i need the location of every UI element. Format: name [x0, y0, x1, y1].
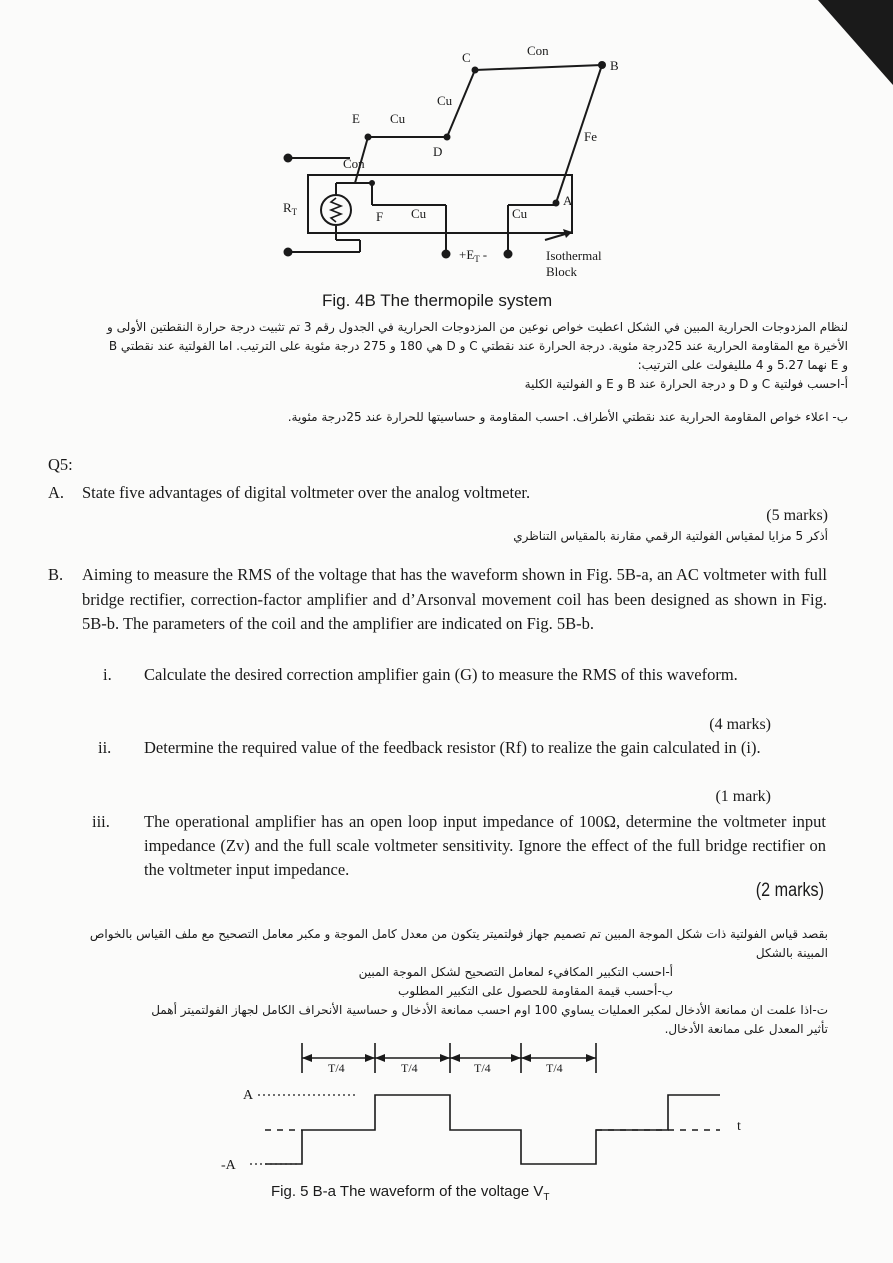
q5b-ii-text: Determine the required value of the feedback resistor (Rf) to realize the gain calculated in (i). — [144, 738, 761, 757]
q5b-arabic-line: ت-اذا علمت ان ممانعة الأدخال لمكبر العمليات يساوي 100 اوم احسب ممانعة الأدخال و حساسية الأنحراف الكامل لجهاز الفولتميتر أهمل — [151, 1003, 828, 1017]
amplitude-label-minus-A: -A — [221, 1158, 236, 1173]
period-label-3: T/4 — [474, 1061, 491, 1075]
q5b-text: Aiming to measure the RMS of the voltage that has the waveform shown in Fig. 5B-a, an AC voltmeter with full bridge rectifier, correction-factor amplifier and d’Arsonval movement coil has been designed as shown in Fig. 5B-b. The parameters of the coil and the amplifier are indicated on Fig. 5B-b. — [82, 565, 827, 633]
label-cu-a: Cu — [512, 206, 528, 221]
label-B: B — [610, 58, 619, 73]
label-block: Block — [546, 264, 578, 279]
label-ET: $+E_T$ - — [459, 247, 488, 264]
q5b-arabic-line: أ-احسب التكبير المكافيء لمعامل التصحيح لشكل الموجة المبين — [358, 965, 673, 979]
q4-arabic-line: و E نهما 5.27 و 4 ملليفولت على الترتيب: — [637, 358, 848, 372]
q4-arabic-line: لنظام المزدوجات الحرارية المبين في الشكل اعطيت خواص نوعين من المزدوجات الحرارية في الجدول رقم 3 تم تثبيت درجة حرارة النقطتين الأولى و — [107, 320, 848, 334]
label-cu-cd: Cu — [437, 93, 453, 108]
waveform-diagram — [215, 1035, 755, 1175]
label-C: C — [462, 50, 471, 65]
amplitude-label-A: A — [243, 1088, 254, 1103]
q5b-i-num: i. — [103, 665, 112, 684]
q4-arabic-line: أ-احسب فولتية C و D و درجة الحرارة عند B و E و الفولتية الكلية — [524, 377, 848, 391]
label-RT: $R_T$ — [283, 200, 298, 217]
q5a-marks: (5 marks) — [766, 507, 828, 524]
q5b-i-marks: (4 marks) — [709, 716, 771, 733]
label-cu-f: Cu — [411, 206, 427, 221]
q5b-iii-marks: (2 marks) — [755, 880, 824, 901]
q5a-arabic: أذكر 5 مزايا لمقياس الفولتية الرقمي مقارنة بالمقياس التناظري — [513, 529, 828, 543]
q5b-arabic-line: ب-أحسب قيمة المقاومة للحصول على التكبير المطلوب — [398, 984, 673, 998]
label-Fe: Fe — [584, 129, 597, 144]
q5b-i-text: Calculate the desired correction amplifier gain (G) to measure the RMS of this waveform. — [144, 665, 738, 684]
fig5ba-caption: Fig. 5 B-a The waveform of the voltage $V_T$ — [271, 1183, 550, 1203]
q5b-ii-marks: (1 mark) — [715, 788, 771, 805]
label-D: D — [433, 144, 443, 159]
q5b-letter: B. — [48, 565, 64, 584]
q4-arabic-line: ب- اعلاء خواص المقاومة الحرارية عند نقطتي الأطراف. احسب المقاومة و حساسيتها للحرارة عند 25درجة مئوية. — [287, 410, 848, 424]
thermopile-diagram — [270, 30, 630, 285]
label-A: A — [563, 193, 573, 208]
period-label-2: T/4 — [401, 1061, 418, 1075]
label-cu-e: Cu — [390, 111, 406, 126]
q5b-ii-num: ii. — [98, 738, 112, 757]
q5a-text: State five advantages of digital voltmeter over the analog voltmeter. — [82, 483, 531, 502]
label-isothermal: Isothermal — [546, 248, 602, 263]
q4-arabic-line: الأخيرة مع المقاومة الحرارية عند 25درجة مئوية. درجة الحرارة عند نقطتي C و D هي 180 و 275 درجة مئوية على الترتيب. اما الفولتية عند نقطتي B — [108, 339, 848, 353]
q5b-arabic-block — [48, 925, 828, 1039]
q5-title: Q5: — [48, 455, 73, 474]
q5b-arabic-line: بقصد قياس الفولتية ذات شكل الموجة المبين تم تصميم جهاز فولتميتر يتكون من معدل كامل الموجة و مكبر معامل التصحيح مع ملف القياس بالخواص — [89, 927, 828, 941]
q5b-iii-text: The operational amplifier has an open loop input impedance of 100Ω, determine the voltmeter input impedance (Zv) and the full scale voltmeter sensitivity. Ignore the effect of the full bridge rectifier on the voltmeter input impedance. — [144, 812, 826, 879]
label-con-top: Con — [527, 43, 549, 58]
scan-corner-shadow — [818, 0, 893, 85]
q5b-arabic-line: المبينة بالشكل — [755, 946, 828, 960]
label-con-left: Con — [343, 156, 365, 171]
q5b-arabic-line: تأثير المعدل على ممانعة الأدخال. — [664, 1022, 828, 1036]
q5b-iii-num: iii. — [92, 812, 110, 831]
label-E: E — [352, 111, 360, 126]
q4-arabic-block — [48, 318, 848, 427]
label-F: F — [376, 209, 384, 224]
time-axis-label: t — [737, 1119, 741, 1134]
period-label-4: T/4 — [546, 1061, 563, 1075]
period-label-1: T/4 — [328, 1061, 345, 1075]
fig4b-caption: Fig. 4B The thermopile system — [322, 291, 553, 310]
q5a-letter: A. — [48, 483, 65, 502]
